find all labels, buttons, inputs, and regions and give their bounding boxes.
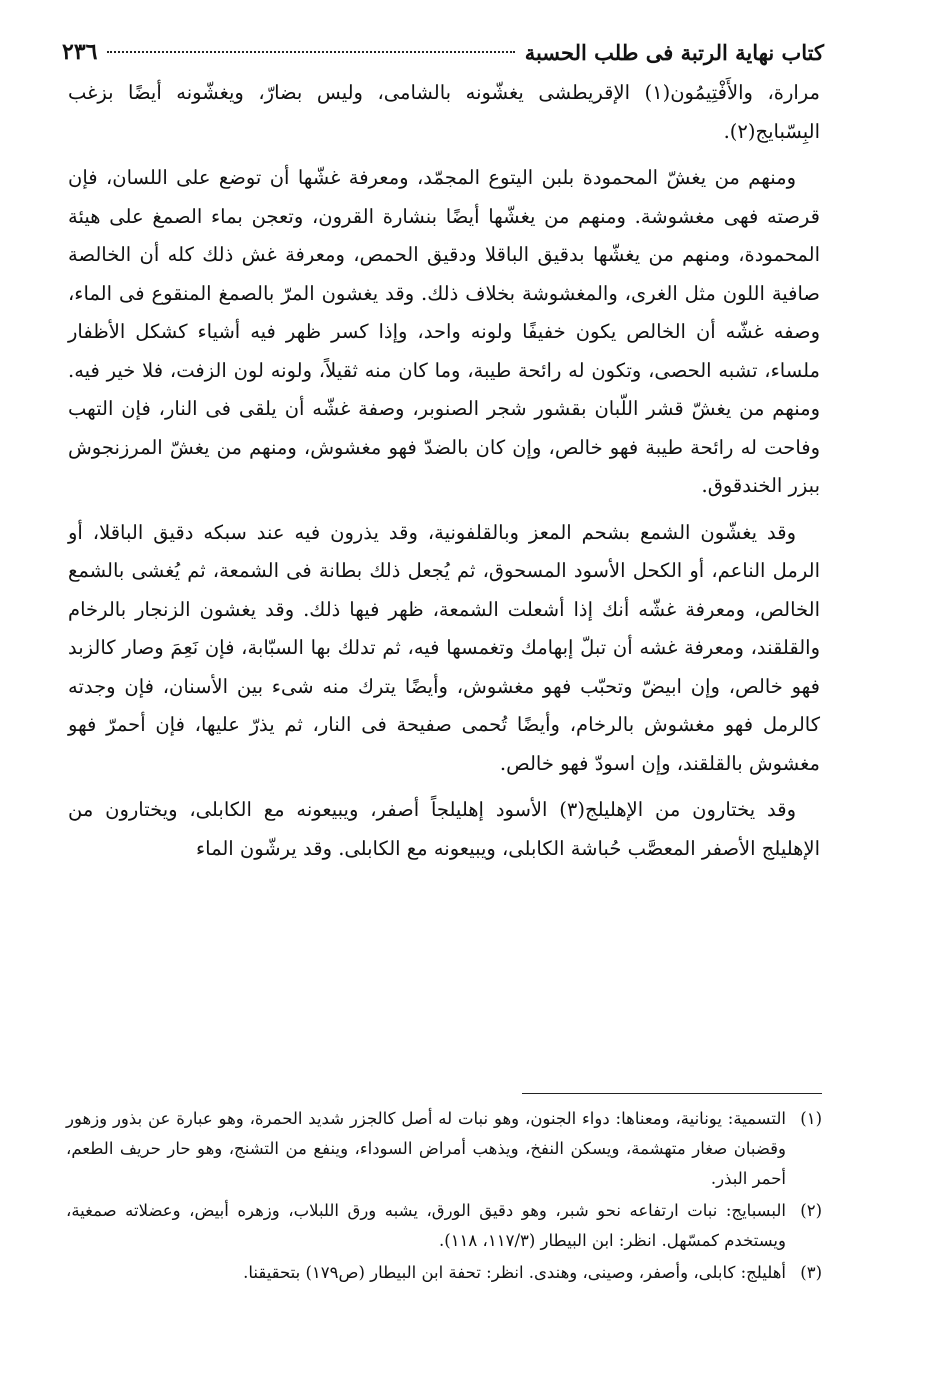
header-dotted-leader [107,51,514,53]
footnote [66,1196,822,1256]
footnote-text: البسبايج: نبات ارتفاعه نحو شبر، وهو دقيق الورق، يشبه ورق اللبلاب، وزهره أبيض، وعضلاته صمغية، ويستخدم كمسّهل. انظر: ابن البيطار (١١٧/٣، ١١٨). [66,1201,786,1250]
paragraph: ومنهم من يغشّ المحمودة بلبن اليتوع المجمّد، ومعرفة غشّها أن توضع على اللسان، فإن قرصته فهى مغشوشة. ومنهم من يغشّها أيضًا بنشارة القرون، وتعجن بماء الصمغ على هيئة المحمودة، ومنهم من يغشّها بدقيق الباقلا ودقيق الحمص، ومعرفة غش ذلك كله أن الخالصة صافية اللون مثل الغرى، والمغشوشة بخلاف ذلك. وقد يغشون المرّ بالصمغ المنقوع فى الماء، وصفه غشّه أن الخالص يكون خفيفًا ولونه واحد، وإذا كسر ظهر فيه أشياء كشكل الأظفار ملساء، تشبه الحصى، وتكون له رائحة طيبة، وما كان منه ثقيلاً، ولونه لون الزفت، فلا خير فيه. ومنهم من يغشّ قشر اللّبان بقشور شجر الصنوبر، وصفة غشّه أن يلقى فى النار، فإن التهب وفاحت له رائحة طيبة فهو خالص، وإن كان بالضدّ فهو مغشوش، ومنهم من يغشّ المرزنجوش ببزر الخندقوق. [68,166,820,497]
footnote [66,1258,822,1288]
running-title: كتاب نهاية الرتبة فى طلب الحسبة [524,39,824,65]
footnote-number: (٣) [800,1263,822,1282]
paragraph: وقد يختارون من الإهليلج(٣) الأسود إهليلجاً أصفر، ويبيعونه مع الكابلى، ويختارون من الإهليلج الأصفر المعصَّب حُباشة الكابلى، ويبيعونه مع الكابلى. وقد يرشّون الماء [68,798,820,860]
page-header [62,32,824,72]
footnote-number: (١) [800,1109,822,1128]
footnote-separator [522,1093,822,1094]
page-number: ٢٣٦ [62,39,98,65]
paragraph: وقد يغشّون الشمع بشحم المعز وبالقلفونية، وقد يذرون فيه عند سبكه دقيق الباقلا، أو الرمل الناعم، أو الكحل الأسود المسحوق، ثم يُجعل ذلك بطانة فى الشمعة، ثم يُغشى بالشمع الخالص، ومعرفة غشّه أنك إذا أشعلت الشمعة، ظهر فيها ذلك. وقد يغشون الزنجار بالرخام والقلقند، ومعرفة غشه أن تبلّ إبهامك وتغمسها فيه، ثم تدلك بها السبّابة، فإن نَعِمَ وصار كالزبد فهو خالص، وإن ابيضّ وتحبّب فهو مغشوش، وأيضًا يترك منه شىء بين الأسنان، فإن وجدته كالرمل فهو مغشوش بالرخام، وأيضًا تُحمى صفيحة فى النار، ثم يذرّ عليها، فإن أحمرّ فهو مغشوش بالقلقند، وإن اسودّ فهو خالص. [68,520,820,775]
footnotes [66,1104,822,1290]
footnote [66,1104,822,1194]
footnote-number: (٢) [800,1201,822,1220]
footnote-text: أهليلج: كابلى، وأصفر، وصينى، وهندى. انظر: تحفة ابن البيطار (ص١٧٩) بتحقيقنا. [243,1263,786,1282]
paragraph: مرارة، والأَفْتِيمُون(١) الإقريطشى يغشّونه بالشامى، وليس بضارّ، ويغشّونه أيضًا بزغب البِسّبايج(٢). [68,81,820,143]
footnote-text: التسمية: يونانية، ومعناها: دواء الجنون، وهو نبات له أصل كالجزر شديد الحمرة، وهو عبارة عن بذور وزهور وقضبان صغار متهشمة، ويسكن النفخ، ويذهب أمراض السوداء، وينفع من التشنج، وهو حار حريف الطعم، أحمر البذر. [66,1109,786,1188]
main-text [68,74,820,876]
